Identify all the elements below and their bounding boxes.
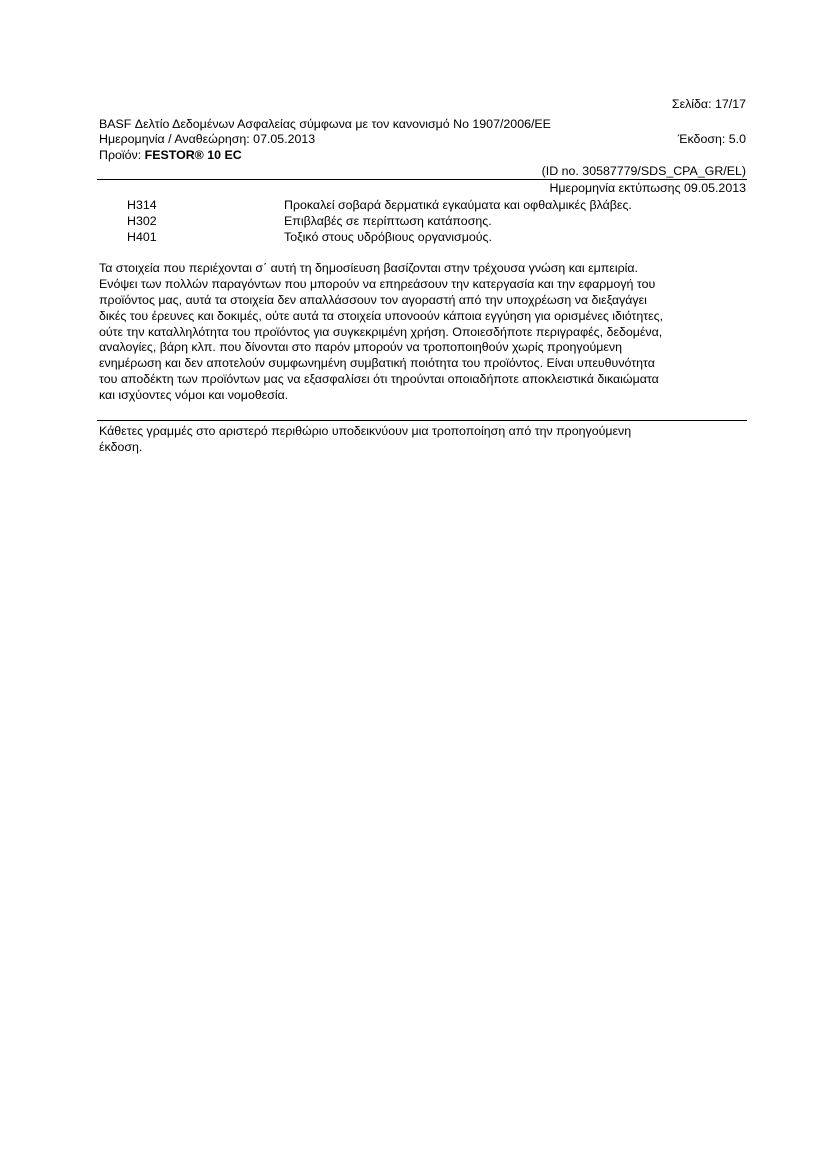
- note-line: Κάθετες γραμμές στο αριστερό περιθώριο υποδεικνύουν μια τροποποίηση από την προηγούμενη: [99, 424, 632, 438]
- revision-date: Ημερομηνία / Αναθεώρηση: 07.05.2013: [99, 132, 316, 146]
- page-number: Σελίδα: 17/17: [671, 97, 746, 111]
- edition-number: Έκδοση: 5.0: [677, 132, 746, 146]
- print-date: Ημερομηνία εκτύπωσης 09.05.2013: [549, 181, 746, 195]
- disclaimer-line: ούτε την καταλληλότητα του προϊόντος για συγκεκριμένη χρήση. Οποιεσδήποτε περιγραφές, δεδομένα,: [99, 324, 663, 339]
- disclaimer-line: αναλογίες, βάρη κλπ. που δίνονται στο παρόν μπορούν να τροποποιηθούν χωρίς προηγούμενη: [99, 340, 623, 355]
- disclaimer-line: προϊόντος μας, αυτά τα στοιχεία δεν απαλλάσσουν τον αγοραστή από την υποχρέωση να διεξαγάγει: [99, 292, 647, 307]
- disclaimer-line: του αποδέκτη των προϊόντων μας να εξασφαλίσει ότι τηρούνται οποιαδήποτε αποκλειστικά δικαιώματα: [99, 372, 659, 387]
- hazard-code: H401: [127, 230, 157, 244]
- hazard-text: Προκαλεί σοβαρά δερματικά εγκαύματα και οφθαλμικές βλάβες.: [284, 198, 632, 212]
- hazard-code: H314: [127, 198, 157, 212]
- document-title: BASF Δελτίο Δεδομένων Ασφαλείας σύμφωνα με τον κανονισμό Νο 1907/2006/ΕΕ: [99, 117, 551, 131]
- document-id: (ID no. 30587779/SDS_CPA_GR/EL): [541, 164, 746, 178]
- disclaimer-line: ενημέρωση και δεν αποτελούν συμφωνημένη συμβατική ποιότητα του προϊόντος. Είναι υπευθυνότητα: [99, 356, 655, 371]
- disclaimer-line: Ενόψει των πολλών παραγόντων που μπορούν να επηρεάσουν την κατεργασία και την εφαρμογή του: [99, 276, 656, 291]
- product-line: [99, 147, 242, 163]
- hazard-code: H302: [127, 214, 157, 228]
- disclaimer-paragraph: [99, 260, 759, 403]
- product-label: Προϊόν:: [99, 148, 145, 162]
- note-divider: [97, 420, 747, 421]
- disclaimer-line: δικές του έρευνες και δοκιμές, ούτε αυτά τα στοιχεία υπονοούν κάποια εγγύηση για ορισμένες ιδιότητες,: [99, 308, 664, 323]
- product-name: FESTOR® 10 EC: [144, 148, 242, 162]
- hazard-text: Τοξικό στους υδρόβιους οργανισμούς.: [284, 230, 492, 244]
- note-line: έκδοση.: [99, 439, 143, 454]
- disclaimer-line: και ισχύοντες νόμοι και νομοθεσία.: [99, 388, 289, 403]
- revision-note: [99, 423, 759, 455]
- hazard-text: Επιβλαβές σε περίπτωση κατάποσης.: [284, 214, 492, 228]
- disclaimer-line: Τα στοιχεία που περιέχονται σ΄ αυτή τη δημοσίευση βασίζονται στην τρέχουσα γνώση και εμπειρία.: [99, 261, 638, 275]
